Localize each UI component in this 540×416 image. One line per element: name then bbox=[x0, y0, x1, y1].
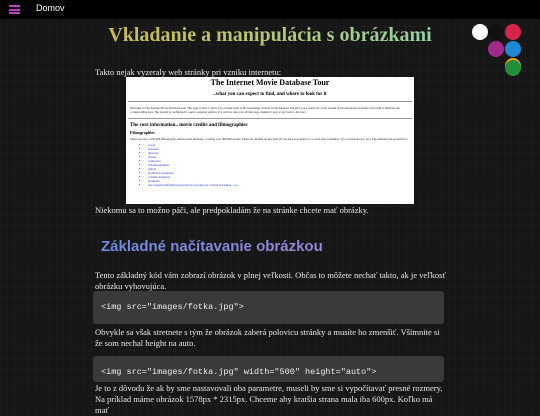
screenshot-sub-heading: Filmographies bbox=[130, 130, 155, 135]
code-block bbox=[93, 356, 444, 382]
section-paragraph: Tento základný kód vám zobrazí obrázok v plnej veľkosti. Občas to môžete nechať takto, ak je veľkosť obrázku vyhovujúca. bbox=[95, 270, 447, 291]
code-text: <img src="images/fotka.jpg" width="500" height="auto"> bbox=[101, 367, 377, 377]
section-paragraph: Je to z dôvodu že ak by sme nastavovali oba parametre, museli by sme si vypočítavať presné rozmery. Na príklad máme obrázok 1578px * 2315px. Chceme aby kratšia strana mala iba 600px. Koľko má mať bbox=[95, 383, 443, 415]
section-heading: Základné načítavanie obrázkou bbox=[101, 238, 323, 255]
screenshot-paragraph: There are over 1,250,000 filmography entries in the database, covering over 300,000 people. These are divided up into lists (if you have ever heard of, or even been a member of) or production (tv, etc). The database has sections for: bbox=[130, 137, 408, 141]
list-item: • actresses bbox=[148, 147, 414, 151]
page-title: Vkladanie a manipulácia s obrázkami bbox=[0, 24, 540, 47]
list-item: • producers bbox=[148, 179, 414, 183]
list-item: • writers bbox=[148, 155, 414, 159]
list-item: • cinematographers bbox=[148, 163, 414, 167]
list-item: • production designers bbox=[148, 171, 414, 175]
list-item: • composers bbox=[148, 159, 414, 163]
logo-dot bbox=[488, 41, 504, 57]
screenshot-title: The Internet Movie Database Tour bbox=[210, 78, 330, 87]
screenshot-divider bbox=[128, 101, 412, 102]
logo-dot bbox=[505, 41, 521, 57]
screenshot-divider bbox=[128, 118, 412, 119]
section-paragraph: Obvykle sa však stretnete s tým že obrázok zaberá polovicu stránky a musíte ho zmenšiť. Všimnite si že som nechal height na auto. bbox=[95, 327, 440, 348]
home-link[interactable]: Domov bbox=[36, 3, 65, 13]
logo-dot bbox=[505, 60, 521, 76]
code-block bbox=[93, 291, 444, 324]
list-item: • and a special miscellaneous section for people not covered elsewhere - e.g. bbox=[148, 183, 414, 187]
logo-dot bbox=[472, 24, 488, 40]
list-item: • costume designers bbox=[148, 175, 414, 179]
screenshot-welcome: Welcome to The Internet Movie Database tour. This page is here to show you around some of the interesting sections in the database and give you a brief tour of the system. Each description includes a live link to illustrate the corresponding area. The system is configured to open a separate window if it will not take you off this page, making it easy to get back to the tour. bbox=[130, 106, 400, 114]
old-website-screenshot bbox=[126, 77, 414, 204]
top-nav-bar bbox=[0, 0, 540, 19]
after-image-text: Niekomu sa to možno páči, ale predpokladám že na stránke chcete mať obrázky. bbox=[95, 205, 369, 215]
site-logo[interactable] bbox=[470, 22, 530, 78]
list-item: • directors bbox=[148, 151, 414, 155]
screenshot-subtitle: ..what you can expect to find, and where to look for it bbox=[213, 92, 327, 97]
logo-dot bbox=[505, 24, 521, 40]
list-item: • actors bbox=[148, 143, 414, 147]
screenshot-list bbox=[148, 143, 414, 187]
hamburger-menu-icon[interactable] bbox=[9, 5, 20, 14]
list-item: • editors bbox=[148, 167, 414, 171]
logo-dot bbox=[488, 24, 504, 40]
code-text: <img src="images/fotka.jpg"> bbox=[101, 302, 244, 312]
screenshot-section-heading: The core information.. movie credits and filmographies bbox=[130, 123, 248, 128]
intro-text: Takto nejak vyzeraly web stránky pri vzniku internetu: bbox=[95, 67, 282, 77]
